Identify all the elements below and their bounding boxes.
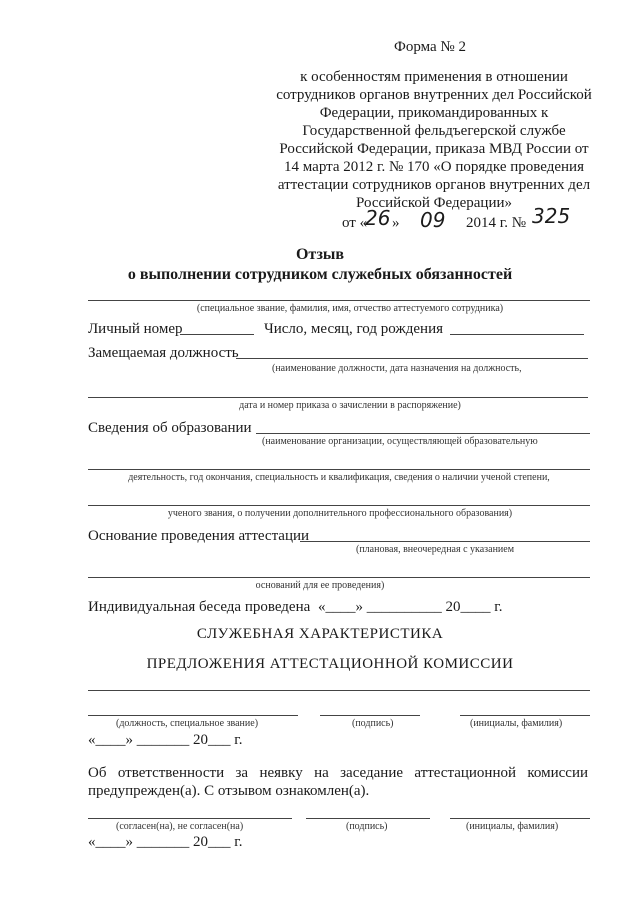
sign1-position-caption: (должность, специальное звание) bbox=[116, 718, 259, 729]
education-line3 bbox=[88, 505, 590, 506]
section-characteristic: СЛУЖЕБНАЯ ХАРАКТЕРИСТИКА bbox=[196, 626, 444, 642]
appendix-line: Российской Федерации, приказа МВД России от bbox=[279, 141, 589, 157]
appendix-line: к особенностям применения в отношении bbox=[300, 69, 568, 85]
sign1-signature-caption: (подпись) bbox=[352, 718, 394, 729]
personal-number-line bbox=[180, 334, 254, 335]
sign2-signature-line bbox=[306, 818, 430, 819]
order-year: 2014 г. № bbox=[466, 215, 527, 231]
position-line bbox=[236, 358, 588, 359]
education-caption2: деятельность, год окончания, специальность и квалификация, сведения о наличии ученой степени, bbox=[128, 472, 550, 483]
sign2-signature-caption: (подпись) bbox=[346, 821, 388, 832]
birth-date-label: Число, месяц, год рождения bbox=[264, 321, 443, 337]
order-day: 26 bbox=[365, 206, 391, 230]
section-proposals: ПРЕДЛОЖЕНИЯ АТТЕСТАЦИОННОЙ КОМИССИИ bbox=[146, 656, 514, 672]
sign1-position-line bbox=[88, 715, 298, 716]
title-line2: о выполнении сотрудником служебных обязанностей bbox=[127, 266, 513, 283]
education-line bbox=[256, 433, 590, 434]
position-line2 bbox=[88, 397, 588, 398]
order-month: 09 bbox=[420, 208, 446, 232]
name-caption: (специальное звание, фамилия, имя, отчество аттестуемого сотрудника) bbox=[196, 303, 504, 314]
name-line bbox=[88, 300, 590, 301]
position-label: Замещаемая должность bbox=[88, 345, 239, 361]
sign2-initials-caption: (инициалы, фамилия) bbox=[466, 821, 559, 832]
education-caption3: ученого звания, о получении дополнительного профессионального образования) bbox=[167, 508, 513, 519]
appendix-line: 14 марта 2012 г. № 170 «О порядке проведения bbox=[284, 159, 584, 175]
basis-caption1: (плановая, внеочередная с указанием bbox=[356, 544, 515, 555]
proposals-line bbox=[88, 690, 590, 691]
position-caption2: дата и номер приказа о зачислении в распоряжение) bbox=[239, 400, 461, 411]
order-number: 325 bbox=[532, 204, 571, 228]
education-line2 bbox=[88, 469, 590, 470]
title-line1: Отзыв bbox=[295, 246, 345, 263]
basis-label: Основание проведения аттестации bbox=[88, 528, 310, 544]
appendix-line: сотрудников органов внутренних дел Российской bbox=[276, 87, 592, 103]
sign1-signature-line bbox=[320, 715, 420, 716]
basis-caption2: оснований для ее проведения) bbox=[255, 580, 385, 591]
education-label: Сведения об образовании bbox=[88, 420, 252, 436]
birth-date-line bbox=[450, 334, 584, 335]
sign2-date: «____» _______ 20___ г. bbox=[88, 834, 243, 850]
basis-line bbox=[300, 541, 590, 542]
interview-date: «____» __________ 20____ г. bbox=[318, 599, 503, 615]
appendix-line: аттестации сотрудников органов внутренних дел bbox=[277, 177, 591, 193]
order-mid: » bbox=[392, 215, 400, 231]
sign1-initials-line bbox=[460, 715, 590, 716]
education-caption1: (наименование организации, осуществляющей образовательную bbox=[262, 436, 538, 447]
personal-number-label: Личный номер bbox=[88, 321, 183, 337]
sign1-initials-caption: (инициалы, фамилия) bbox=[470, 718, 563, 729]
appendix-text bbox=[268, 68, 600, 212]
sign2-initials-line bbox=[450, 818, 590, 819]
sign1-date: «____» _______ 20___ г. bbox=[88, 732, 243, 748]
responsibility-line1: Об ответственности за неявку на заседание аттестационной комиссии bbox=[88, 765, 588, 781]
sign2-agree-line bbox=[88, 818, 292, 819]
appendix-line: Российской Федерации» bbox=[355, 195, 512, 211]
responsibility-line2: предупрежден(а). С отзывом ознакомлен(а). bbox=[88, 783, 370, 799]
appendix-line: Федерации, прикомандированных к bbox=[319, 105, 549, 121]
appendix-line: Государственной фельдъегерской службе bbox=[302, 123, 566, 139]
sign2-agree-caption: (согласен(на), не согласен(на) bbox=[116, 821, 244, 832]
form-number: Форма № 2 bbox=[394, 39, 466, 55]
position-caption1: (наименование должности, дата назначения на должность, bbox=[272, 363, 522, 374]
interview-label: Индивидуальная беседа проведена bbox=[88, 599, 311, 615]
basis-line2 bbox=[88, 577, 590, 578]
order-prefix: от « bbox=[342, 215, 368, 231]
